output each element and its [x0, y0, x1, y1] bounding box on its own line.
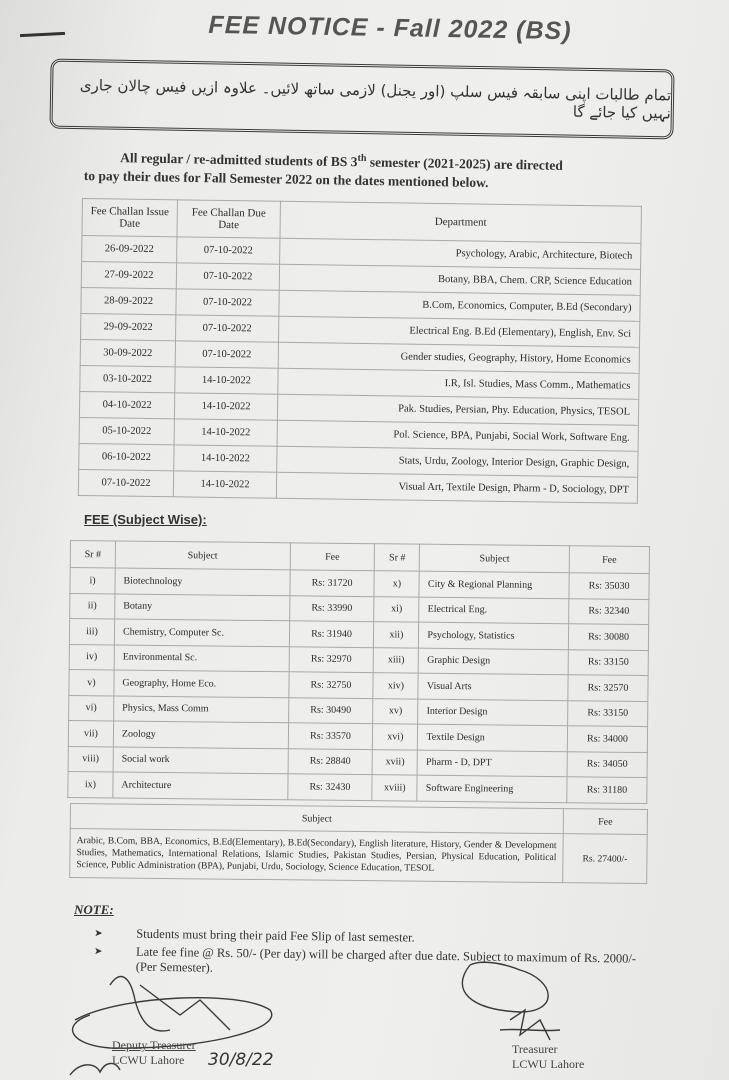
due-date-cell: 14-10-2022: [173, 471, 276, 498]
department-cell: B.Com, Economics, Computer, B.Ed (Secondary): [279, 290, 640, 321]
due-date-cell: 07-10-2022: [175, 341, 278, 368]
header-issue-date: Fee Challan Issue Date: [82, 199, 178, 237]
subject-fee-table: [67, 540, 650, 804]
treasurer-title: Treasurer: [512, 1042, 558, 1056]
serial-cell: xiv): [373, 673, 418, 699]
serial-cell: vi): [69, 695, 114, 721]
serial-cell: xii): [374, 622, 419, 648]
intro-line-1-text: All regular / re-admitted students of BS 3: [120, 150, 358, 170]
subject-cell: Interior Design: [418, 699, 568, 726]
other-subjects-list: Arabic, B.Com, BBA, Economics, B.Ed(Elementary), B.Ed(Secondary), English literature, History, Gender & Development Studies, Mathematics, International Relations, Islamic Studies, Pakistan Studies, Persian, Physical Education, Political Science, Public Administration (BPA), Punjabi, Urdu, Sociology, Science Education, TESOL: [70, 829, 563, 883]
arrow-bullet-icon: ➤: [94, 928, 103, 940]
issue-date-cell: 26-09-2022: [82, 236, 177, 263]
fee-cell: Rs: 33150: [568, 649, 648, 675]
fee-cell: Rs: 31720: [290, 570, 375, 596]
fee-cell: Rs: 28840: [288, 748, 373, 774]
fee-cell: Rs: 34050: [567, 751, 647, 777]
header-fee-2: Fee: [569, 546, 649, 574]
subject-cell: Architecture: [113, 772, 288, 799]
department-cell: Botany, BBA, Chem. CRP, Science Education: [279, 264, 640, 295]
header-department: Department: [280, 201, 641, 243]
serial-cell: xiii): [374, 647, 419, 673]
intro-line-1-rest: semester (2021-2025) are directed: [366, 154, 563, 173]
due-date-cell: 14-10-2022: [174, 445, 277, 472]
serial-cell: xvii): [372, 749, 417, 775]
issue-date-cell: 07-10-2022: [78, 469, 173, 496]
issue-date-cell: 06-10-2022: [79, 443, 174, 470]
serial-cell: xviii): [372, 775, 417, 801]
subject-cell: Geography, Home Eco.: [114, 670, 289, 697]
fee-cell: Rs: 31940: [289, 621, 374, 647]
header-subject-1: Subject: [115, 541, 290, 570]
subject-cell: City & Regional Planning: [419, 571, 569, 598]
arrow-bullet-icon: ➤: [93, 946, 103, 958]
issue-date-cell: 28-09-2022: [81, 287, 176, 314]
fee-cell: Rs: 33150: [568, 700, 648, 726]
note-item-text: Students must bring their paid Fee Slip of last semester.: [136, 926, 415, 945]
deputy-treasurer-org: LCWU Lahore: [112, 1053, 185, 1067]
urdu-notice-text: تمام طالبات اپنی سابقہ فیس سلپ (اور یجنل) لازمی ساتھ لائیں۔ علاوہ ازیں فیس چالان جاری نہیں کیا جائے گا: [79, 76, 672, 123]
department-cell: Electrical Eng. B.Ed (Elementary), English, Env. Sci: [279, 316, 640, 347]
subject-cell: Chemistry, Computer Sc.: [114, 619, 289, 646]
due-date-cell: 07-10-2022: [176, 289, 279, 316]
serial-cell: i): [70, 568, 115, 594]
due-date-cell: 07-10-2022: [176, 263, 279, 290]
header-sr-2: Sr #: [375, 544, 420, 571]
issue-date-cell: 04-10-2022: [79, 391, 174, 418]
urdu-notice-box: [49, 59, 674, 140]
subject-cell: Botany: [115, 593, 290, 620]
issue-date-cell: 03-10-2022: [80, 365, 175, 392]
department-cell: Visual Art, Textile Design, Pharm - D, Sociology, DPT: [276, 472, 637, 503]
fee-cell: Rs: 32750: [288, 672, 373, 698]
subject-cell: Environmental Sc.: [114, 644, 289, 671]
fee-cell: Rs: 32970: [289, 646, 374, 672]
serial-cell: xvi): [373, 724, 418, 750]
treasurer-org: LCWU Lahore: [512, 1057, 585, 1071]
intro-superscript: th: [357, 152, 367, 164]
serial-cell: ii): [70, 593, 115, 619]
issue-date-cell: 05-10-2022: [79, 417, 174, 444]
serial-cell: xi): [374, 596, 419, 622]
intro-paragraph: [84, 145, 655, 194]
serial-cell: vii): [68, 720, 113, 746]
serial-cell: iii): [69, 619, 114, 645]
subject-cell: Biotechnology: [115, 568, 290, 595]
fee-cell: Rs: 32430: [287, 774, 372, 800]
other-header-fee: Fee: [563, 809, 647, 835]
serial-cell: iv): [69, 644, 114, 670]
department-cell: Gender studies, Geography, History, Home Economics: [278, 342, 639, 373]
schedule-body: [78, 236, 641, 504]
treasurer-signature-block: [512, 1042, 584, 1072]
due-date-cell: 07-10-2022: [177, 237, 280, 264]
subject-fee-row: [68, 771, 647, 803]
fee-cell: Rs: 33990: [289, 595, 374, 621]
other-header-subject: Subject: [70, 804, 563, 834]
header-subject-2: Subject: [420, 544, 570, 573]
subject-cell: Psychology, Statistics: [419, 622, 569, 649]
department-cell: I.R, Isl. Studies, Mass Comm., Mathematics: [278, 368, 639, 399]
subject-cell: Visual Arts: [418, 673, 568, 700]
note-list: [94, 926, 655, 985]
fee-cell: Rs: 30080: [568, 624, 648, 650]
page-title: FEE NOTICE - Fall 2022 (BS): [208, 10, 572, 46]
subject-cell: Electrical Eng.: [419, 597, 569, 624]
header-fee-1: Fee: [290, 543, 375, 571]
subject-fee-body: [68, 568, 649, 804]
top-dash-mark: [20, 32, 65, 37]
subject-cell: Pharm - D, DPT: [417, 750, 567, 777]
due-date-cell: 14-10-2022: [174, 393, 277, 420]
fee-cell: Rs: 30490: [288, 697, 373, 723]
subject-cell: Software Engineering: [417, 775, 567, 802]
serial-cell: ix): [68, 771, 113, 797]
deputy-treasurer-title: Deputy Treasurer: [112, 1038, 196, 1052]
fee-cell: Rs: 32570: [568, 675, 648, 701]
other-subjects-row: [70, 829, 647, 884]
serial-cell: viii): [68, 746, 113, 772]
fee-subject-wise-heading: FEE (Subject Wise):: [84, 512, 207, 527]
subject-cell: Zoology: [113, 721, 288, 748]
issue-date-cell: 29-09-2022: [81, 313, 176, 340]
issue-date-cell: 27-09-2022: [81, 262, 176, 289]
due-date-cell: 07-10-2022: [176, 315, 279, 342]
department-cell: Pol. Science, BPA, Punjabi, Social Work, Software Eng.: [277, 420, 638, 451]
serial-cell: xv): [373, 698, 418, 724]
note-item: [94, 944, 654, 982]
subject-cell: Physics, Mass Comm: [114, 695, 289, 722]
fee-cell: Rs: 33570: [288, 723, 373, 749]
department-cell: Psychology, Arabic, Architecture, Biotech: [280, 238, 641, 269]
due-date-cell: 14-10-2022: [175, 367, 278, 394]
due-date-cell: 14-10-2022: [174, 419, 277, 446]
other-subjects-table: [69, 803, 648, 884]
subject-cell: Graphic Design: [419, 648, 569, 675]
serial-cell: x): [374, 571, 419, 597]
fee-cell: Rs: 35030: [569, 573, 649, 599]
handwritten-date: 30/8/22: [208, 1050, 274, 1070]
department-cell: Stats, Urdu, Zoology, Interior Design, Graphic Design,: [277, 446, 638, 477]
department-cell: Pak. Studies, Persian, Phy. Education, Physics, TESOL: [277, 394, 638, 425]
issue-date-cell: 30-09-2022: [80, 339, 175, 366]
fee-cell: Rs: 32340: [569, 598, 649, 624]
fee-cell: Rs: 31180: [567, 777, 647, 803]
header-due-date: Fee Challan Due Date: [177, 200, 281, 238]
fee-cell: Rs: 34000: [567, 726, 647, 752]
serial-cell: v): [69, 669, 114, 695]
subject-cell: Social work: [113, 746, 288, 773]
deputy-treasurer-signature-block: [112, 1038, 196, 1068]
header-sr-1: Sr #: [70, 541, 115, 568]
note-item-text: Late fee fine @ Rs. 50/- (Per day) will be charged after due date. Subject to maximum of Rs. 2000/- (Per Semester).: [135, 944, 637, 975]
challan-schedule-table: [78, 198, 642, 504]
intro-line-2: to pay their dues for Fall Semester 2022 on the dates mentioned below.: [83, 167, 489, 190]
subject-cell: Textile Design: [418, 724, 568, 751]
note-heading: NOTE:: [74, 902, 114, 917]
other-subjects-fee: Rs. 27400/-: [563, 834, 648, 884]
